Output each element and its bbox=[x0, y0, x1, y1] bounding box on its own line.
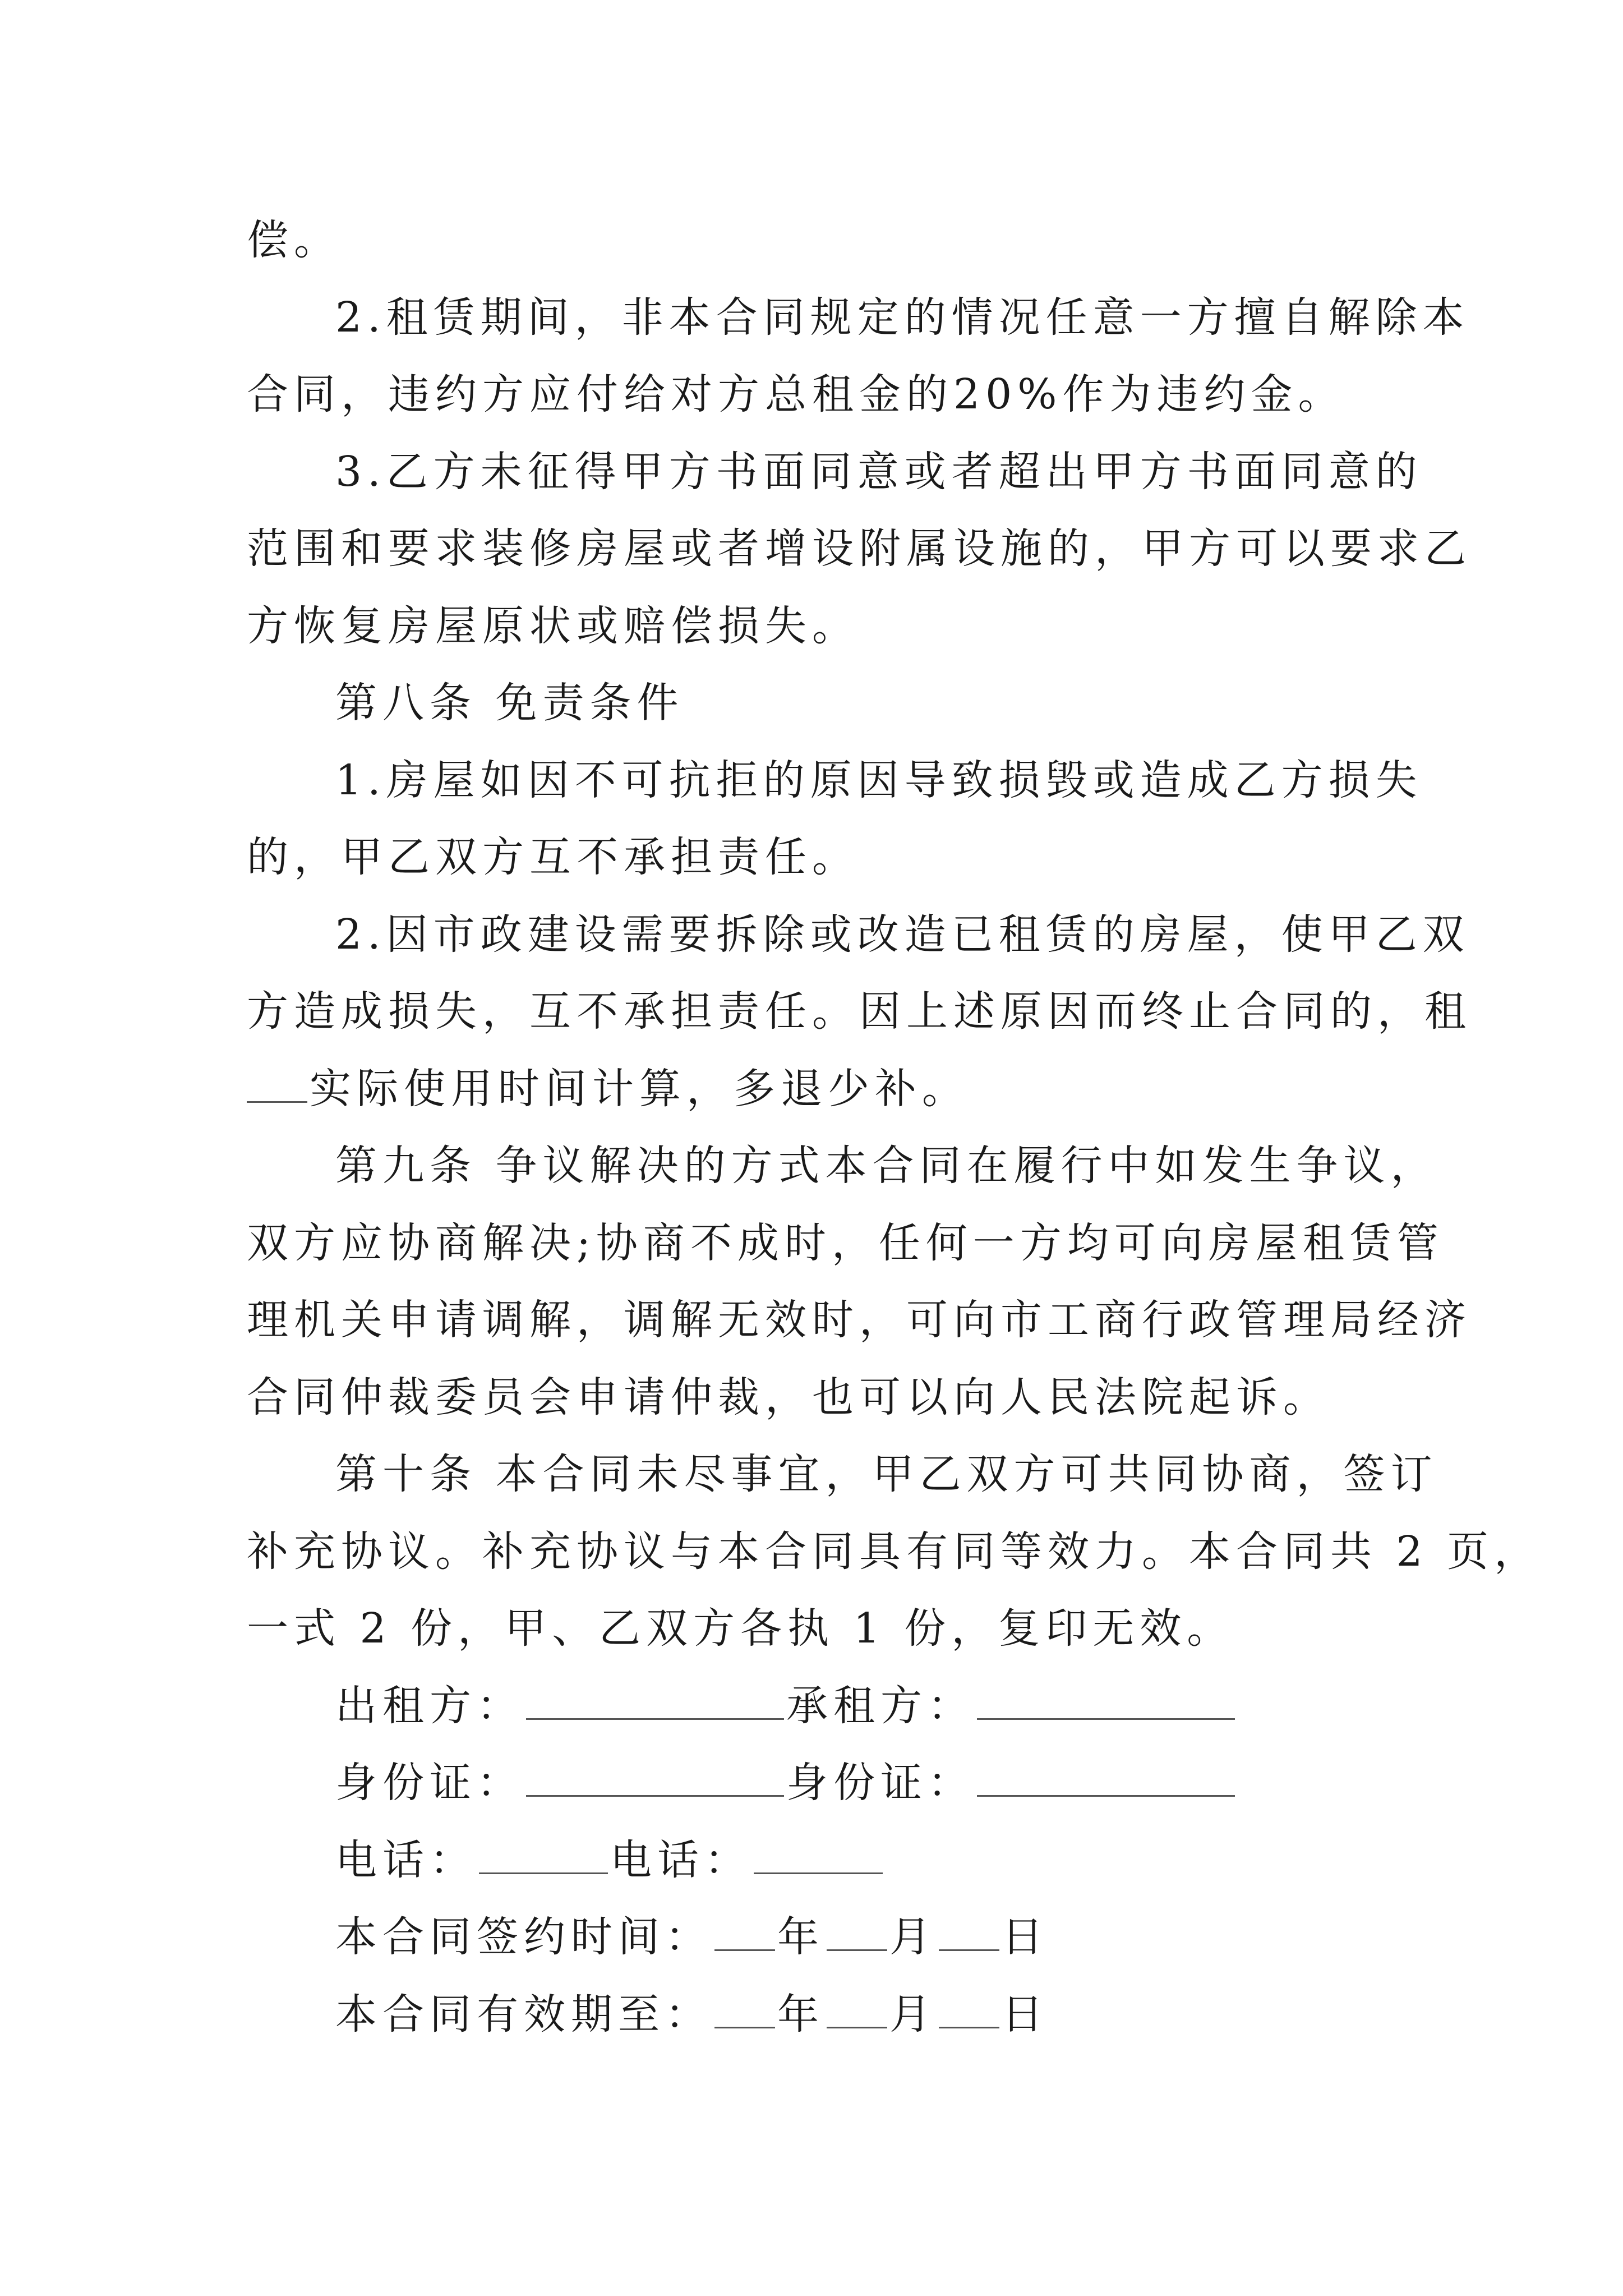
text-line-content: 第八条 免责条件 bbox=[335, 679, 684, 727]
text-line-content: 合同仲裁委员会申请仲裁，也可以向人民法院起诉。 bbox=[247, 1373, 1330, 1421]
lessee-blank[interactable] bbox=[977, 1681, 1235, 1720]
valid-year-blank[interactable] bbox=[714, 1990, 775, 2028]
valid-month-blank[interactable] bbox=[827, 1990, 887, 2028]
sign-date-row bbox=[247, 1899, 1385, 1976]
lessor-label: 出租方： bbox=[335, 1681, 524, 1730]
text-line bbox=[247, 973, 1472, 1051]
text-line bbox=[247, 434, 1423, 511]
valid-day-blank[interactable] bbox=[939, 1990, 999, 2028]
lessee-label: 承租方： bbox=[786, 1681, 975, 1730]
lessor-blank[interactable] bbox=[526, 1681, 784, 1720]
sign-day-blank[interactable] bbox=[939, 1912, 999, 1951]
rent-calc-blank[interactable] bbox=[247, 1064, 307, 1103]
text-line bbox=[247, 279, 1470, 357]
valid-day-unit: 日 bbox=[1002, 1990, 1049, 2039]
text-line-content: 偿。 bbox=[247, 216, 341, 264]
sign-day-unit: 日 bbox=[1002, 1913, 1049, 1961]
contract-text bbox=[247, 202, 1542, 2053]
text-line-content: 实际使用时间计算，多退少补。 bbox=[310, 1064, 969, 1113]
text-line bbox=[247, 510, 1472, 588]
valid-until-label: 本合同有效期至： bbox=[335, 1990, 712, 2039]
text-line-content: 理机关申请调解，调解无效时，可向市工商行政管理局经济 bbox=[247, 1296, 1472, 1344]
text-line-content: 一式 2 份，甲、乙双方各执 1 份，复印无效。 bbox=[247, 1604, 1234, 1653]
lessee-id-label: 身份证： bbox=[786, 1759, 975, 1807]
text-line bbox=[247, 202, 1385, 279]
contract-body bbox=[247, 202, 1542, 1668]
text-line-content: 第十条 本合同未尽事宜，甲乙双方可共同协商，签订 bbox=[335, 1450, 1438, 1498]
lessor-id-label: 身份证： bbox=[335, 1759, 524, 1807]
text-line bbox=[247, 819, 1385, 896]
valid-month-unit: 月 bbox=[889, 1990, 937, 2039]
text-line bbox=[247, 1513, 1542, 1591]
text-line-content: 方造成损失，互不承担责任。因上述原因而终止合同的，租 bbox=[247, 987, 1472, 1036]
lessor-id-blank[interactable] bbox=[526, 1758, 784, 1797]
sign-date-label: 本合同签约时间： bbox=[335, 1913, 712, 1961]
text-line-content: 方恢复房屋原状或赔偿损失。 bbox=[247, 601, 859, 650]
text-line bbox=[247, 896, 1470, 974]
text-line-content: 双方应协商解决;协商不成时，任何一方均可向房屋租赁管 bbox=[247, 1218, 1444, 1267]
text-line-content: 1.房屋如因不可抗拒的原因导致损毁或造成乙方损失 bbox=[335, 756, 1423, 804]
signature-row-id bbox=[247, 1745, 1385, 1822]
text-line bbox=[247, 1359, 1385, 1437]
text-line bbox=[247, 1282, 1472, 1359]
text-line bbox=[247, 1436, 1438, 1513]
sign-month-blank[interactable] bbox=[827, 1912, 887, 1951]
text-line bbox=[247, 742, 1423, 820]
lessee-phone-label: 电话： bbox=[610, 1835, 751, 1884]
text-line bbox=[247, 1205, 1444, 1282]
text-line bbox=[247, 356, 1385, 434]
lessee-phone-blank[interactable] bbox=[754, 1835, 883, 1874]
text-line bbox=[247, 665, 1385, 742]
sign-month-unit: 月 bbox=[889, 1913, 937, 1961]
sign-year-blank[interactable] bbox=[714, 1912, 775, 1951]
signature-row-phone bbox=[247, 1822, 1385, 1899]
text-line-content: 2.租赁期间，非本合同规定的情况任意一方擅自解除本 bbox=[335, 293, 1470, 342]
signature-row-parties bbox=[247, 1668, 1385, 1745]
text-line bbox=[247, 1590, 1385, 1668]
text-line bbox=[247, 1051, 1385, 1128]
valid-until-row bbox=[247, 1976, 1385, 2054]
text-line-content: 范围和要求装修房屋或者增设附属设施的，甲方可以要求乙 bbox=[247, 524, 1472, 573]
lessor-phone-blank[interactable] bbox=[479, 1835, 608, 1874]
lessee-id-blank[interactable] bbox=[977, 1758, 1235, 1797]
text-line-content: 的，甲乙双方互不承担责任。 bbox=[247, 833, 859, 881]
text-line-content: 补充协议。补充协议与本合同具有同等效力。本合同共 2 页， bbox=[247, 1527, 1542, 1576]
text-line-content: 合同，违约方应付给对方总租金的20%作为违约金。 bbox=[247, 370, 1345, 418]
text-line-content: 第九条 争议解决的方式本合同在履行中如发生争议， bbox=[335, 1142, 1438, 1190]
text-line-content: 2.因市政建设需要拆除或改造已租赁的房屋，使甲乙双 bbox=[335, 910, 1470, 959]
valid-year-unit: 年 bbox=[777, 1990, 824, 2039]
sign-year-unit: 年 bbox=[777, 1913, 824, 1961]
text-line bbox=[247, 1128, 1438, 1205]
lessor-phone-label: 电话： bbox=[335, 1835, 477, 1884]
text-line-content: 3.乙方未征得甲方书面同意或者超出甲方书面同意的 bbox=[335, 447, 1423, 496]
text-line bbox=[247, 588, 1385, 665]
